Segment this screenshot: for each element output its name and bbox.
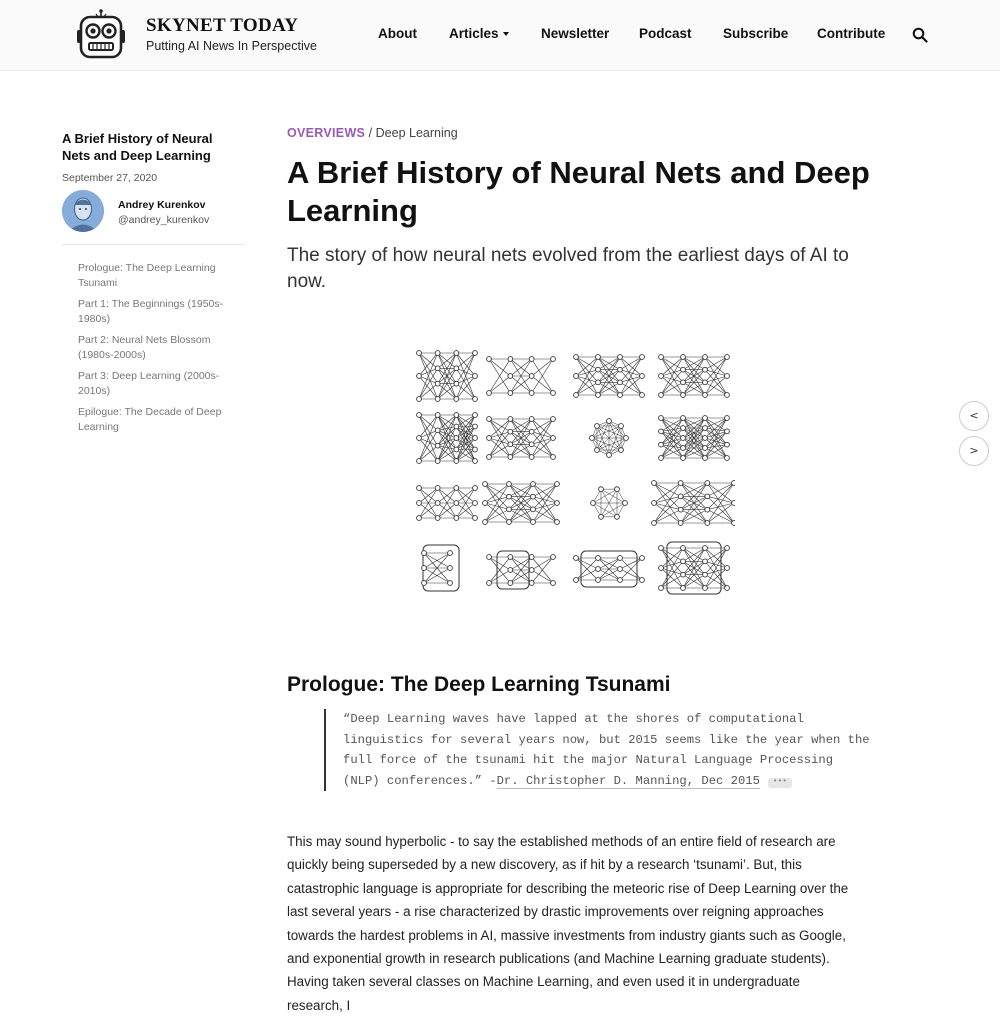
sidebar-title: A Brief History of Neural Nets and Deep Learning <box>62 131 213 163</box>
nav-articles-label: Articles <box>449 26 499 41</box>
nav-podcast[interactable]: Podcast <box>639 26 692 41</box>
page-subtitle: The story of how neural nets evolved from the earliest days of AI to now. <box>287 245 849 292</box>
author-handle[interactable]: @andrey_kurenkov <box>118 214 210 226</box>
article-paragraph: This may sound hyperbolic - to say the established methods of an entire field of research are quickly being superseded by a new discovery, as if hit by a research ‘tsunami’. But, this catastrophic language is appropriate for describing the meteoric rise of Deep Learning over the last several years - a rise characterized by drastic improvements over reigning approaches towards the hardest problems in AI, massive investments from industry giants such as Google, and exponential growth in research publications (and Machine Learning graduate students). Having taken several classes on Machine Learning, and even used it in undergraduate research, I <box>287 834 849 1013</box>
neural-network-zoo-illustration <box>410 346 735 601</box>
toc-item-part-2[interactable]: Part 2: Neural Nets Blossom (1980s-2000s) <box>78 334 211 361</box>
article-sidebar <box>62 130 244 441</box>
breadcrumb-category[interactable]: OVERVIEWS <box>287 126 366 140</box>
author-name[interactable]: Andrey Kurenkov <box>118 199 206 211</box>
table-of-contents <box>62 261 244 435</box>
avatar[interactable] <box>62 190 104 232</box>
search-icon[interactable] <box>912 27 928 43</box>
quote-source-link[interactable]: Dr. Christopher D. Manning, Dec 2015 <box>496 773 760 788</box>
toc-item-epilogue[interactable]: Epilogue: The Decade of Deep Learning <box>78 406 222 433</box>
breadcrumb-tag[interactable]: Deep Learning <box>375 126 458 140</box>
breadcrumb <box>287 126 458 140</box>
toc-item-part-3[interactable]: Part 3: Deep Learning (2000s-2010s) <box>78 370 220 397</box>
nav-newsletter[interactable]: Newsletter <box>541 26 610 41</box>
next-article-button[interactable]: > <box>959 436 989 466</box>
toc-item-part-1[interactable]: Part 1: The Beginnings (1950s-1980s) <box>78 298 224 325</box>
sidebar-date: September 27, 2020 <box>62 172 158 184</box>
site-header <box>0 0 1000 71</box>
nav-contribute[interactable]: Contribute <box>817 26 886 41</box>
page-title: A Brief History of Neural Nets and Deep Learning <box>287 155 870 228</box>
brand-tagline: Putting AI News In Perspective <box>146 39 317 53</box>
author-card <box>62 190 244 238</box>
section-title: Prologue: The Deep Learning Tsunami <box>287 673 671 696</box>
author-portrait-icon <box>62 190 104 232</box>
toc-item-prologue[interactable]: Prologue: The Deep Learning Tsunami <box>78 262 216 289</box>
chevron-down-icon <box>503 32 509 36</box>
sidebar-divider <box>62 244 244 245</box>
brand-title[interactable]: SKYNET TODAY <box>146 15 299 36</box>
breadcrumb-separator: / <box>368 126 373 140</box>
nav-articles[interactable] <box>449 26 509 41</box>
nav-about[interactable]: About <box>378 26 417 41</box>
prev-article-button[interactable]: < <box>959 401 989 431</box>
robot-logo-icon[interactable] <box>74 8 128 62</box>
quote-expand-button[interactable]: ••• <box>768 778 792 788</box>
nav-subscribe[interactable]: Subscribe <box>723 26 789 41</box>
quote-text: “Deep Learning waves have lapped at the shores of computational linguistics for several years now, but 2015 seems like the year when the full force of the tsunami hit the major Natural Language Processing (NLP) conferences.” - <box>343 712 870 788</box>
blockquote <box>324 709 873 791</box>
